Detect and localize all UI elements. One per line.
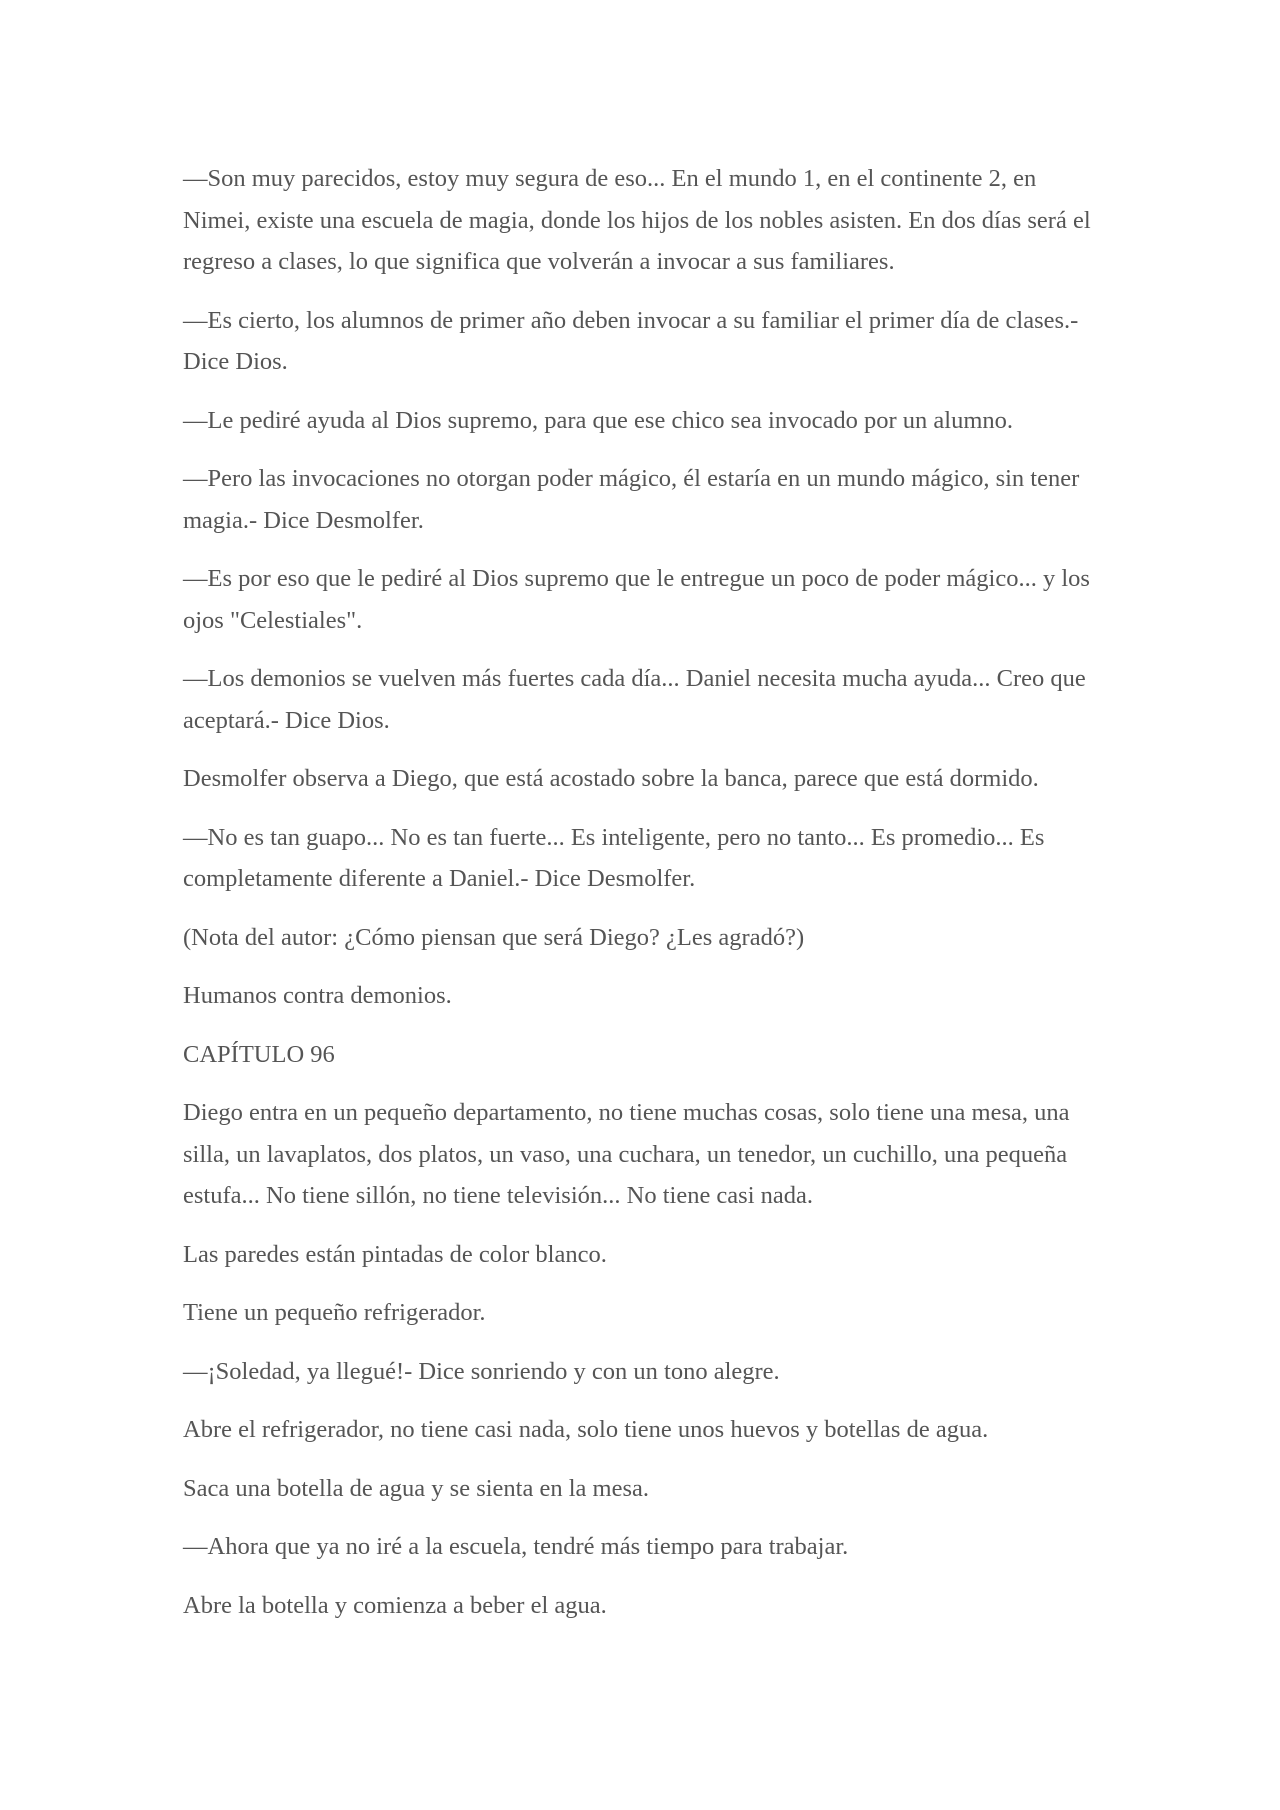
chapter-heading: CAPÍTULO 96 — [183, 1040, 335, 1068]
author-note: (Nota del autor: ¿Cómo piensan que será Diego? ¿Les agradó?) — [183, 923, 805, 951]
paragraph-2: —Es cierto, los alumnos de primer año deben invocar a su familiar el primer día de clases.- Dice Dios. — [183, 306, 1079, 375]
paragraph-18: —Ahora que ya no iré a la escuela, tendré más tiempo para trabajar. — [183, 1533, 849, 1560]
paragraph-19: Abre la botella y comienza a beber el agua. — [183, 1591, 607, 1619]
paragraph-8: —No es tan guapo... No es tan fuerte... Es inteligente, pero no tanto... Es promedio... Es completamente diferente a Daniel.- Dice Desmolfer. — [183, 823, 1045, 892]
document-body — [183, 158, 1103, 1643]
paragraph-3: —Le pediré ayuda al Dios supremo, para que ese chico sea invocado por un alumno. — [183, 406, 1013, 434]
paragraph-14: Tiene un pequeño refrigerador. — [183, 1299, 486, 1326]
paragraph-17: Saca una botella de agua y se sienta en la mesa. — [183, 1474, 649, 1502]
book-title-line: Humanos contra demonios. — [183, 982, 452, 1009]
paragraph-13: Las paredes están pintadas de color blanco. — [183, 1240, 607, 1268]
paragraph-16: Abre el refrigerador, no tiene casi nada, solo tiene unos huevos y botellas de agua. — [183, 1416, 989, 1443]
paragraph-4: —Pero las invocaciones no otorgan poder mágico, él estaría en un mundo mágico, sin tener magia.- Dice Desmolfer. — [183, 465, 1080, 534]
paragraph-5: —Es por eso que le pediré al Dios supremo que le entregue un poco de poder mágico... y los ojos "Celestiales". — [183, 565, 1090, 634]
paragraph-15: —¡Soledad, ya llegué!- Dice sonriendo y con un tono alegre. — [183, 1357, 780, 1385]
paragraph-12: Diego entra en un pequeño departamento, no tiene muchas cosas, solo tiene una mesa, una silla, un lavaplatos, dos platos, un vaso, una cuchara, un tenedor, un cuchillo, una pequeña estufa... No tiene sillón, no tiene televisión... No tiene casi nada. — [183, 1099, 1070, 1209]
paragraph-1: —Son muy parecidos, estoy muy segura de eso... En el mundo 1, en el continente 2, en Nimei, existe una escuela de magia, donde los hijos de los nobles asisten. En dos días será el regreso a clases, lo que significa que volverán a invocar a sus familiares. — [183, 165, 1091, 275]
paragraph-6: —Los demonios se vuelven más fuertes cada día... Daniel necesita mucha ayuda... Creo que aceptará.- Dice Dios. — [183, 665, 1086, 734]
paragraph-7: Desmolfer observa a Diego, que está acostado sobre la banca, parece que está dormido. — [183, 765, 1039, 792]
